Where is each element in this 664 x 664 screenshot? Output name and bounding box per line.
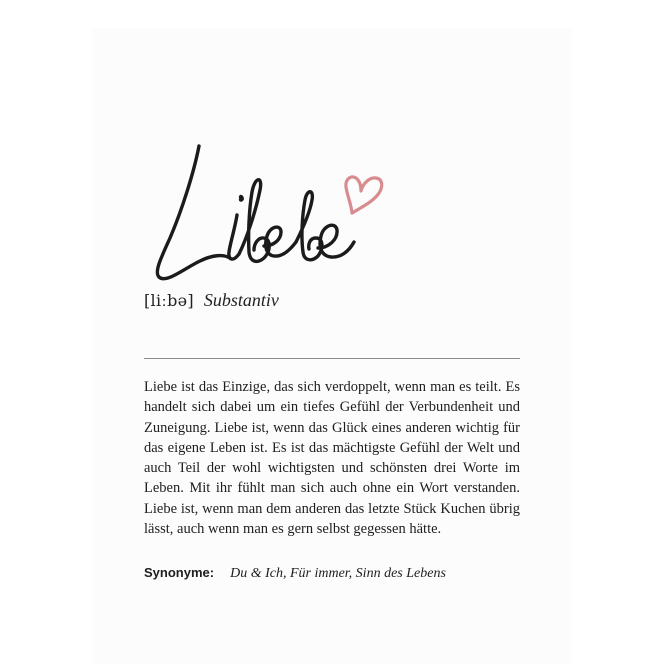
heart-icon	[342, 173, 386, 215]
pronunciation-line	[144, 290, 279, 316]
definition-text: Liebe ist das Einzige, das sich verdoppelt, wenn man es teilt. Es handelt sich dabei um ein tiefes Gefühl der Verbundenheit und Zuneigung. Liebe ist, wenn das Glück eines anderen wichtig für das eigene Leben ist. Es ist das mächtigste Gefühl der Welt und auch Teil der wohl wichtigsten und schönsten drei Worte im Leben. Mit ihr fühlt man sich auch ohne ein Wort verstanden. Liebe ist, wenn man dem anderen das letzte Stück Kuchen übrig lässt, auch wenn man es gern selbst gegessen hätte.	[144, 379, 520, 538]
heart-icon-outline	[342, 173, 386, 215]
synonyms-value: Du & Ich, Für immer, Sinn des Lebens	[230, 566, 446, 581]
divider	[144, 358, 520, 359]
synonyms-line	[144, 565, 520, 582]
word-class: Substantiv	[203, 290, 279, 310]
synonyms-label: Synonyme:	[144, 565, 215, 580]
pronunciation: [liːbə]	[144, 291, 194, 310]
